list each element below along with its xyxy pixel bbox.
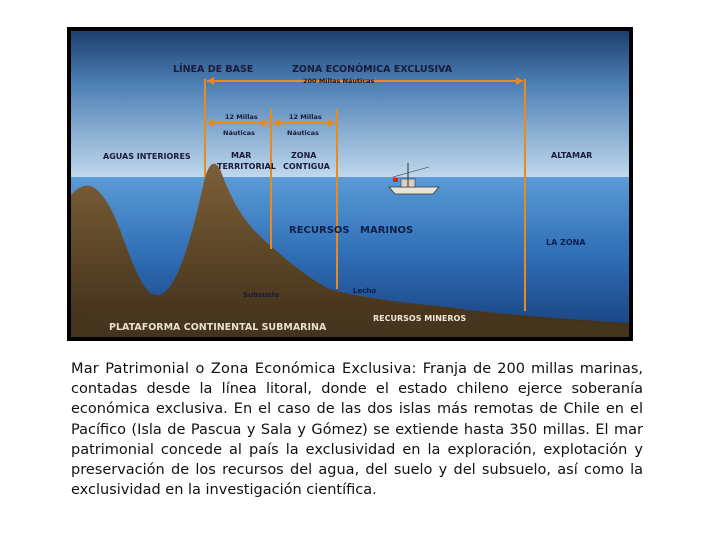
label-recursos-marinos: RECURSOS MARINOS <box>289 225 414 236</box>
label-plataforma: PLATAFORMA CONTINENTAL SUBMARINA <box>109 322 327 333</box>
label-mar-territorial-line1: MAR <box>231 151 252 160</box>
label-aguas-interiores: AGUAS INTERIORES <box>103 152 191 161</box>
label-zona-contigua-line1: ZONA <box>291 151 317 160</box>
label-subsuelo: Subsuelo <box>243 291 280 299</box>
label-zee: ZONA ECONÓMICA EXCLUSIVA <box>292 64 453 75</box>
maritime-zones-diagram <box>67 27 633 341</box>
label-linea-base: LÍNEA DE BASE <box>173 64 254 75</box>
caption-body: Franja de 200 millas marinas, contadas desde la línea litoral, donde el estado chileno ejerce soberanía económica exclusiva. En el caso de las dos islas más remotas de Chile en el Pacífico (Isla de Pascua y Sala y Gómez) se extiende hasta 350 millas. El mar patrimonial concede al país la exclusividad en la exploración, explotación y preservación de los recursos del agua, del suelo y del subsuelo, así como la exclusividad en la investigación científica. <box>71 361 643 499</box>
label-12-millas-a-line1: 12 Millas <box>225 113 258 121</box>
label-12-millas-b-line1: 12 Millas <box>289 113 322 121</box>
label-zona-contigua-line2: CONTIGUA <box>283 162 330 171</box>
caption-lead: Mar Patrimonial o Zona Económica Exclusiva: <box>71 361 417 377</box>
label-200-millas: 200 Millas Náuticas <box>303 77 375 85</box>
label-12-millas-a-line2: Náuticas <box>223 129 255 137</box>
label-altamar: ALTAMAR <box>551 151 593 160</box>
label-mar-territorial-line2: TERRITORIAL <box>217 162 276 171</box>
label-la-zona: LA ZONA <box>546 238 586 247</box>
label-12-millas-b-line2: Náuticas <box>287 129 319 137</box>
diagram-canvas <box>67 27 633 341</box>
caption-paragraph <box>71 359 643 500</box>
label-recursos-mineros: RECURSOS MINEROS <box>373 314 467 323</box>
label-lecho: Lecho <box>353 287 377 295</box>
